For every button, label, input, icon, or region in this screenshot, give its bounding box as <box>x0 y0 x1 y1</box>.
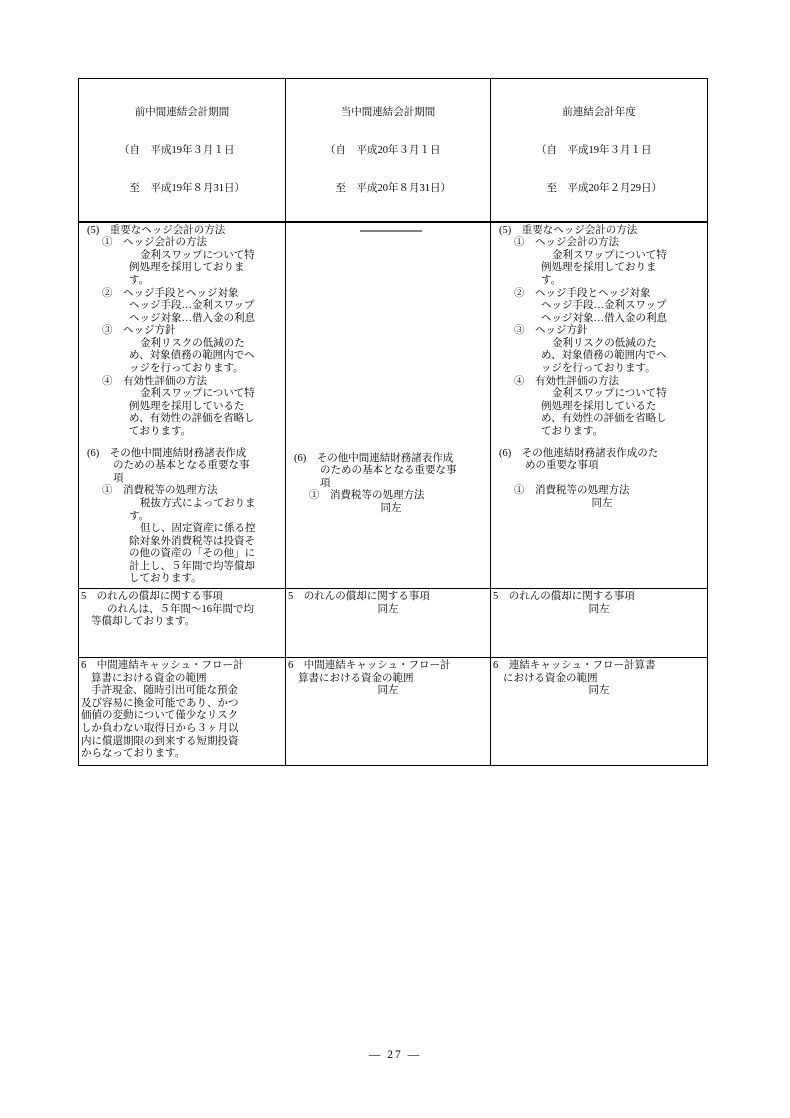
text-line: ① 消費税等の処理方法 <box>102 485 218 497</box>
period-to: 至 平成19年８月31日） <box>119 182 245 194</box>
text-line: 同左 <box>591 497 613 509</box>
text-line: す。 <box>541 274 562 286</box>
text-line: ① ヘッジ会計の方法 <box>514 237 619 249</box>
other-basis-section <box>87 448 283 587</box>
text-line: における資金の範囲 <box>503 672 598 684</box>
text-line: ③ ヘッジ方針 <box>514 325 588 337</box>
text-line: ① 消費税等の処理方法 <box>309 490 425 502</box>
text-line: 金利スワップについて特 <box>552 388 667 400</box>
text-line: す。 <box>129 274 150 286</box>
page-number: ― 27 ― <box>368 1049 422 1061</box>
text-line: ております。 <box>541 426 604 438</box>
text-line: 算書における資金の範囲 <box>91 672 207 684</box>
text-line: 等償却しております。 <box>91 616 196 628</box>
period-title: 前連結会計年度 <box>562 107 636 119</box>
text-line: めの重要な事項 <box>525 460 599 472</box>
text-line: からなっております。 <box>81 748 186 760</box>
text-line: 税抜方式によっておりま <box>140 497 256 509</box>
period-header-block <box>536 82 662 221</box>
cashflow-scope-row <box>79 658 708 766</box>
text-line: (6) その他中間連結財務諸表作成 <box>87 447 247 459</box>
text-line: 例処理を採用しておりま <box>541 262 657 274</box>
text-line: 金利スワップについて特 <box>140 249 255 261</box>
text-line: しか負わない取得日から３ヶ月以 <box>81 723 239 734</box>
text-line: 5 のれんの償却に関する事項 <box>493 591 635 603</box>
period-from: （自 平成20年３月１日 <box>325 144 441 156</box>
text-line: め、有効性の評価を省略し <box>541 413 667 425</box>
text-line: 同左 <box>377 685 399 697</box>
header-row <box>79 79 708 222</box>
text-line: ② ヘッジ手段とヘッジ対象 <box>514 287 651 299</box>
text-line: ④ 有効性評価の方法 <box>102 375 207 387</box>
text-line: ヘッジ対象…借入金の利息 <box>129 312 255 324</box>
text-line: 項 <box>113 472 124 484</box>
main-notes-row <box>79 222 708 589</box>
other-basis-section <box>499 448 705 511</box>
goodwill-amortization-row <box>79 589 708 658</box>
text-line: 例処理を採用しているた <box>541 400 657 412</box>
hedge-accounting-section <box>87 225 283 448</box>
period-header-block <box>325 82 451 221</box>
accounting-policy-notes-table-wrap <box>78 78 708 766</box>
text-line: 同左 <box>588 685 610 697</box>
text-line: ④ 有効性評価の方法 <box>514 375 619 387</box>
text-line: 但し、固定資産に係る控 <box>140 523 256 535</box>
column-header-current-interim-period <box>286 79 491 222</box>
text-line: 手許現金、随時引出可能な預金 <box>91 685 238 697</box>
period-to: 至 平成20年２月29日） <box>536 182 662 194</box>
text-line: 6 中間連結キャッシュ・フロー計 <box>81 660 244 672</box>
text-line: 同左 <box>588 603 610 615</box>
text-line: ヘッジ手段…金利スワップ <box>541 300 667 312</box>
period-from: （自 平成19年３月１日 <box>119 144 235 156</box>
text-line: 同左 <box>380 502 402 514</box>
text-line <box>499 473 705 486</box>
accounting-policy-notes-table <box>78 78 708 766</box>
text-line: ッジを行っております。 <box>129 363 244 375</box>
text-line: ております。 <box>129 426 192 438</box>
text-line: め、対象債務の範囲内でヘ <box>129 350 255 362</box>
text-line: 項 <box>320 477 331 489</box>
main-cell-prior-fiscal-year <box>491 222 708 589</box>
text-line: 金利リスクの低減のた <box>140 337 245 349</box>
goodwill-cell-current-interim <box>286 589 491 658</box>
goodwill-cell-prior-fiscal-year <box>491 589 708 658</box>
text-line: ヘッジ手段…金利スワップ <box>129 300 255 312</box>
text-line: 同左 <box>377 603 399 615</box>
period-title: 当中間連結会計期間 <box>340 107 436 119</box>
hedge-accounting-section <box>294 230 488 453</box>
text-line: ① 消費税等の処理方法 <box>514 485 630 497</box>
column-header-prior-interim-period <box>79 79 286 222</box>
text-line: 6 連結キャッシュ・フロー計算書 <box>493 660 656 672</box>
text-line: 価値の変動について僅少なリスク <box>81 710 239 722</box>
text-line: ② ヘッジ手段とヘッジ対象 <box>102 287 239 299</box>
period-title: 前中間連結会計期間 <box>134 107 230 119</box>
hedge-accounting-section <box>499 225 705 448</box>
period-header-block <box>119 82 245 221</box>
goodwill-cell-prior-interim <box>79 589 286 658</box>
text-line: しております。 <box>129 573 202 585</box>
text-line: (5) 重要なヘッジ会計の方法 <box>499 224 638 236</box>
column-header-prior-fiscal-year <box>491 79 708 222</box>
text-line: 内に償還期限の到来する短期投資 <box>81 735 239 747</box>
main-cell-current-interim <box>286 222 491 589</box>
cashflow-cell-prior-fiscal-year <box>491 658 708 766</box>
text-line: のための基本となる重要な事 <box>113 460 250 472</box>
text-line: め、有効性の評価を省略し <box>129 413 255 425</box>
text-line: 6 中間連結キャッシュ・フロー計 <box>288 660 451 672</box>
text-line: 算書における資金の範囲 <box>298 672 414 684</box>
text-line: ① ヘッジ会計の方法 <box>102 237 207 249</box>
text-line: (5) 重要なヘッジ会計の方法 <box>87 224 226 236</box>
text-line: め、対象債務の範囲内でヘ <box>541 350 667 362</box>
text-line: 金利スワップについて特 <box>552 249 667 261</box>
cashflow-cell-current-interim <box>286 658 491 766</box>
no-applicable-items-dash <box>360 230 422 232</box>
text-line: ッジを行っております。 <box>541 363 656 375</box>
period-to: 至 平成20年８月31日） <box>325 182 451 194</box>
text-line: ヘッジ対象…借入金の利息 <box>541 312 667 324</box>
text-line: す。 <box>129 510 150 522</box>
text-line: 金利リスクの低減のた <box>552 337 657 349</box>
cashflow-cell-prior-interim <box>79 658 286 766</box>
text-line: のための基本となる重要な事 <box>320 465 457 477</box>
text-line: 例処理を採用しておりま <box>129 262 245 274</box>
text-line: 除対象外消費税等は投資そ <box>129 535 255 547</box>
text-line: 5 のれんの償却に関する事項 <box>288 591 430 603</box>
text-line: (6) その他中間連結財務諸表作成 <box>294 452 454 464</box>
main-cell-prior-interim <box>79 222 286 589</box>
text-line: のれんは、５年間～16年間で均 <box>107 603 254 615</box>
text-line: ③ ヘッジ方針 <box>102 325 176 337</box>
text-line: 例処理を採用しているた <box>129 400 245 412</box>
text-line: の他の資産の「その他」に <box>129 548 255 560</box>
text-line: 計上し、５年間で均等償却 <box>129 560 255 572</box>
text-line: (6) その他連結財務諸表作成のた <box>499 447 659 459</box>
period-from: （自 平成19年３月１日 <box>536 144 652 156</box>
text-line: 5 のれんの償却に関する事項 <box>81 591 223 603</box>
text-line: 金利スワップについて特 <box>140 388 255 400</box>
other-basis-section <box>294 453 488 516</box>
text-line: 及び容易に換金可能であり、かつ <box>81 697 239 709</box>
